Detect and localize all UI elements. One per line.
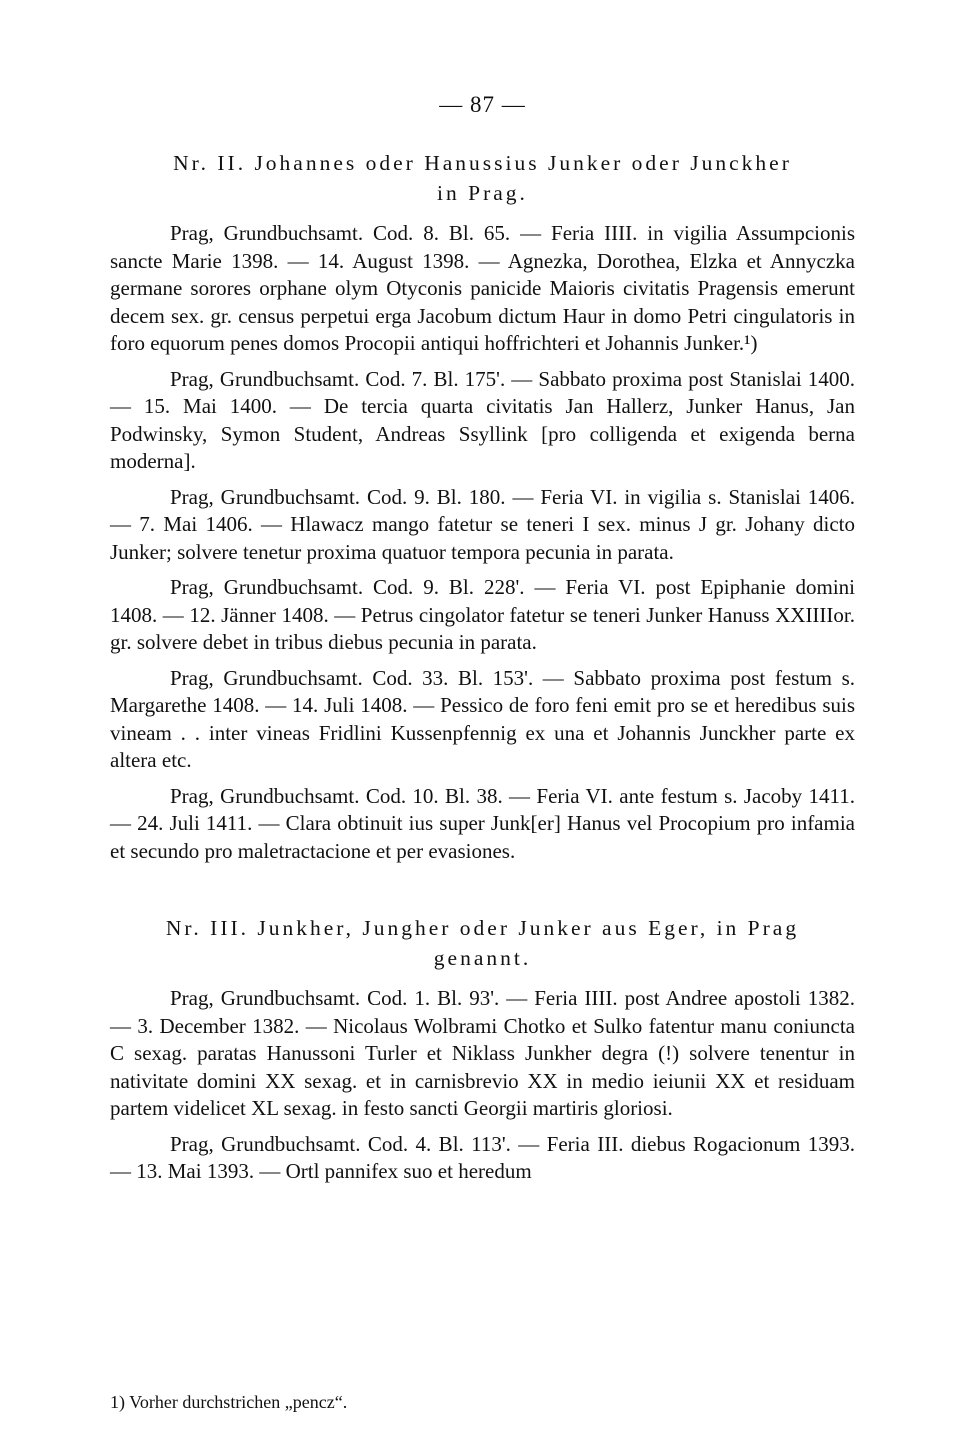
section-heading-2 (110, 148, 855, 208)
section-heading-3-line2: genannt. (433, 946, 532, 970)
section-heading-2-line1: Nr. II. Johannes oder Hanussius Junker oder Junckher (173, 151, 792, 175)
paragraph: Prag, Grundbuchsamt. Cod. 7. Bl. 175'. — Sabbato proxima post Stanislai 1400. — 15. Mai 1400. — De tercia quarta civitatis Jan Hallerz, Junker Hanus, Jan Podwinsky, Symon Student, Andreas Ssyllink [pro colligenda et exigenda berna moderna]. (110, 366, 855, 473)
paragraph: Prag, Grundbuchsamt. Cod. 33. Bl. 153'. — Sabbato proxima post festum s. Margarethe 1408. — 14. Juli 1408. — Pessico de foro feni emit pro se et heredibus suis vineam . . inter vineas Fridlini Kussenpfennig ex una et Johannis Junckher parte ex altera etc. (110, 665, 855, 772)
section-heading-3 (110, 913, 855, 973)
document-page (110, 92, 855, 1194)
section-heading-3-line1: Nr. III. Junkher, Jungher oder Junker aus Eger, in Prag (165, 916, 800, 940)
section-spacer (110, 873, 855, 913)
paragraph: Prag, Grundbuchsamt. Cod. 9. Bl. 180. — Feria VI. in vigilia s. Stanislai 1406. — 7. Mai 1406. — Hlawacz mango fatetur se teneri I sex. minus J gr. Johany dicto Junker; solvere tenetur proxima quatuor tempora pecunia in parata. (110, 484, 855, 564)
paragraph: Prag, Grundbuchsamt. Cod. 8. Bl. 65. — Feria IIII. in vigilia Assumpcionis sancte Marie 1398. — 14. August 1398. — Agnezka, Dorothea, Elzka et Annyczka germane sorores orphane olym Otyconis panicide Maioris civitatis Pragensis emerunt decem sex. gr. census perpetui erga Jacobum dictum Haur in domo Petri cingulatoris in foro equorum penes domos Procopii antiqui hoffrichteri et Johannis Junker.¹) (110, 221, 855, 355)
paragraph: Prag, Grundbuchsamt. Cod. 9. Bl. 228'. — Feria VI. post Epiphanie domini 1408. — 12. Jänner 1408. — Petrus cingolator fatetur se teneri Junker Hanuss XXIIIIor. gr. solvere debet in tribus diebus pecunia in parata. (110, 575, 855, 654)
paragraph: Prag, Grundbuchsamt. Cod. 1. Bl. 93'. — Feria IIII. post Andree apostoli 1382. — 3. December 1382. — Nicolaus Wolbrami Chotko et Sulko fatentur manu coniuncta C sexag. paratas Hanussoni Turler et Niklass Junkher degra (!) solvere tenentur in nativitate domini XX sexag. et in carnisbrevio XX in medio ieiunii XX et residuam partem videlicet XL sexag. in festo sancti Georgii martiris gloriosi. (110, 986, 855, 1120)
paragraph: Prag, Grundbuchsamt. Cod. 4. Bl. 113'. — Feria III. diebus Rogacionum 1393. — 13. Mai 1393. — Ortl pannifex suo et heredum (110, 1131, 855, 1183)
section-heading-2-line2: in Prag. (437, 181, 528, 205)
footnote: 1) Vorher durchstrichen „pencz“. (110, 1392, 348, 1412)
page-number: — 87 — (439, 92, 526, 117)
paragraph: Prag, Grundbuchsamt. Cod. 10. Bl. 38. — Feria VI. ante festum s. Jacoby 1411. — 24. Juli 1411. — Clara obtinuit ius super Junk[er] Hanus vel Procopium pro infamia et secundo pro maletractacione et per evasiones. (110, 783, 855, 863)
